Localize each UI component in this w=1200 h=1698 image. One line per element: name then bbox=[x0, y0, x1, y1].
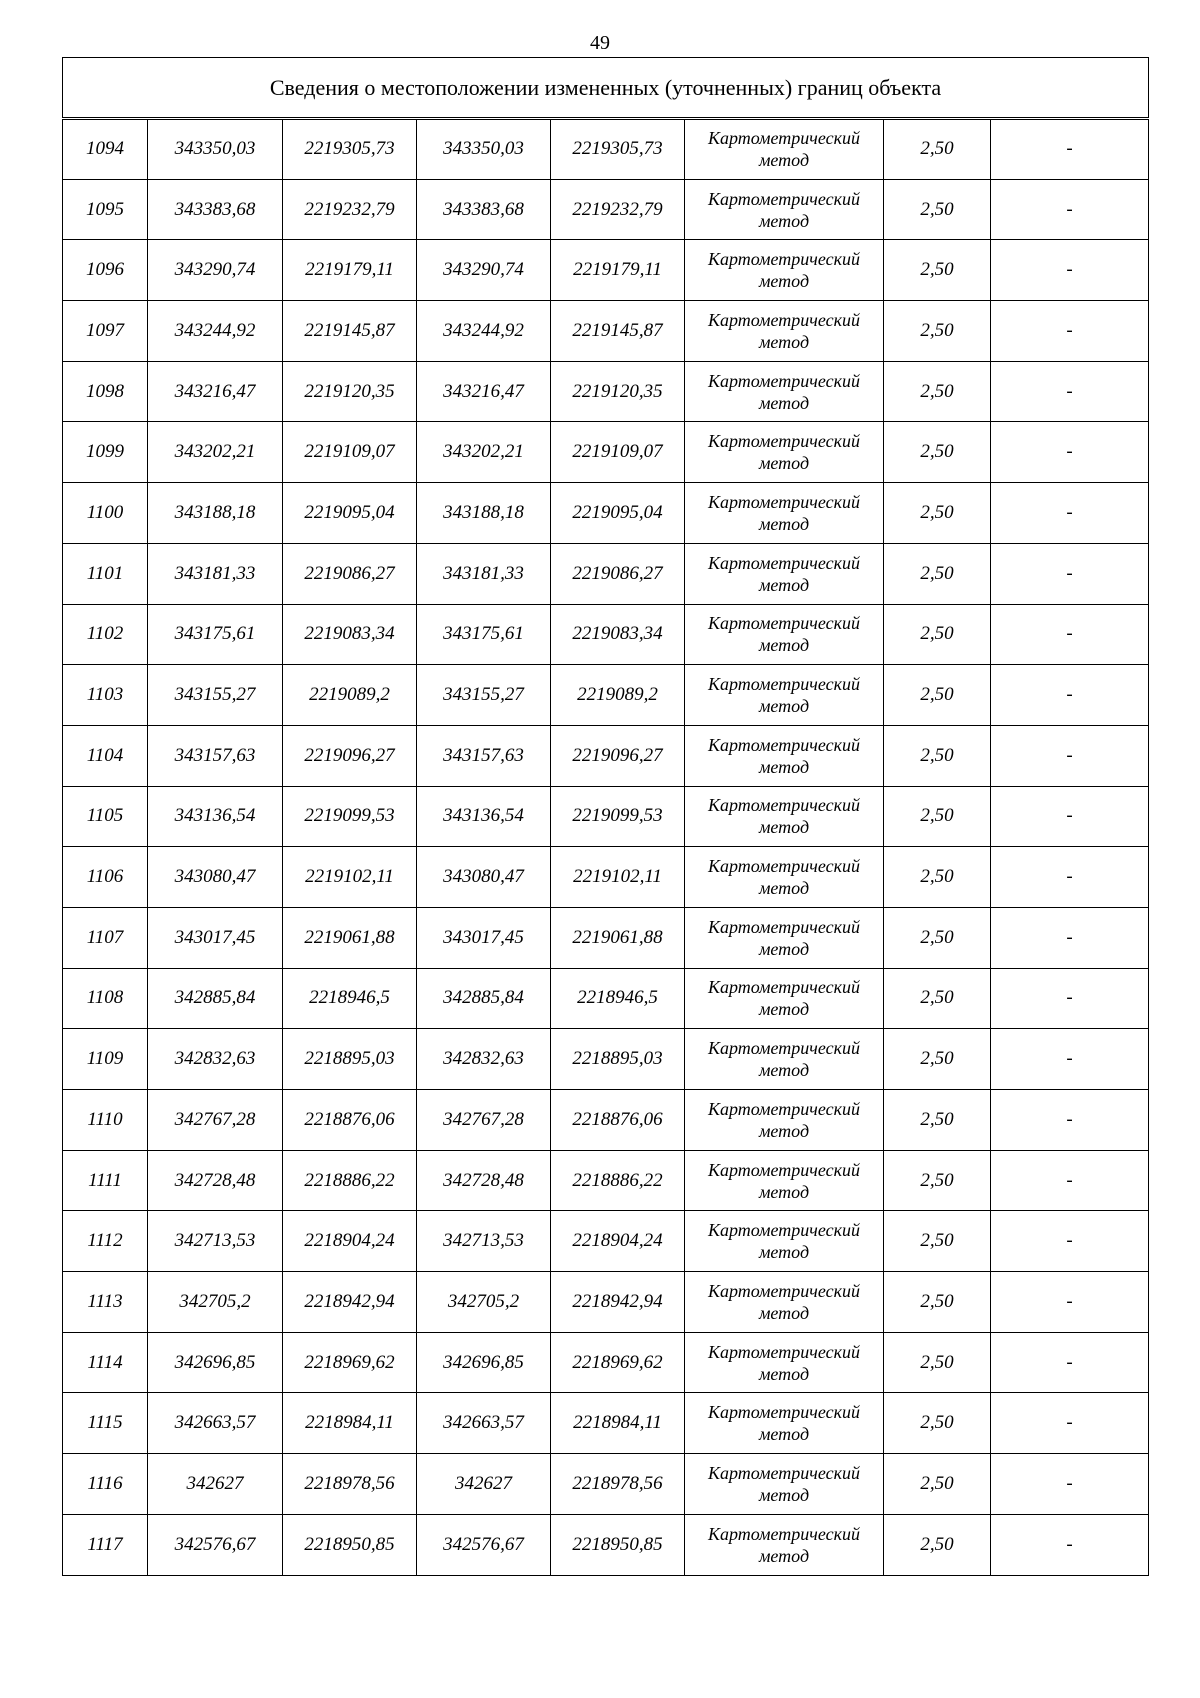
y-refined-cell: 2218886,22 bbox=[551, 1150, 685, 1211]
point-number-cell: 1106 bbox=[63, 847, 148, 908]
method-cell bbox=[685, 1272, 884, 1333]
method-line-2: метод bbox=[758, 635, 810, 656]
method-line-1: Картометрический bbox=[707, 1462, 860, 1483]
method-line-2: метод bbox=[758, 1363, 810, 1384]
method-line-1: Картометрический bbox=[707, 1341, 860, 1362]
method-line-1: Картометрический bbox=[707, 1038, 860, 1059]
y-refined-cell: 2219095,04 bbox=[551, 483, 685, 544]
x-existing-cell: 342696,85 bbox=[148, 1332, 283, 1393]
point-number-cell: 1101 bbox=[63, 543, 148, 604]
note-cell: - bbox=[991, 1150, 1149, 1211]
y-refined-cell: 2218969,62 bbox=[551, 1332, 685, 1393]
method-line-1: Картометрический bbox=[707, 795, 860, 816]
y-existing-cell: 2218886,22 bbox=[283, 1150, 417, 1211]
note-cell: - bbox=[991, 968, 1149, 1029]
point-number-cell: 1113 bbox=[63, 1272, 148, 1333]
note-cell: - bbox=[991, 301, 1149, 362]
note-cell: - bbox=[991, 361, 1149, 422]
y-existing-cell: 2218969,62 bbox=[283, 1332, 417, 1393]
accuracy-cell: 2,50 bbox=[884, 725, 991, 786]
method-cell bbox=[685, 119, 884, 180]
method-cell bbox=[685, 1150, 884, 1211]
method-line-1: Картометрический bbox=[707, 856, 860, 877]
accuracy-cell: 2,50 bbox=[884, 543, 991, 604]
x-existing-cell: 342663,57 bbox=[148, 1393, 283, 1454]
accuracy-cell: 2,50 bbox=[884, 361, 991, 422]
x-existing-cell: 343350,03 bbox=[148, 119, 283, 180]
y-existing-cell: 2219305,73 bbox=[283, 119, 417, 180]
method-line-1: Картометрический bbox=[707, 1523, 860, 1544]
note-cell: - bbox=[991, 725, 1149, 786]
method-line-1: Картометрический bbox=[707, 674, 860, 695]
table-row bbox=[63, 301, 1149, 362]
point-number-cell: 1116 bbox=[63, 1454, 148, 1515]
point-number-cell: 1097 bbox=[63, 301, 148, 362]
y-refined-cell: 2219109,07 bbox=[551, 422, 685, 483]
accuracy-cell: 2,50 bbox=[884, 119, 991, 180]
y-existing-cell: 2219232,79 bbox=[283, 179, 417, 240]
y-existing-cell: 2218895,03 bbox=[283, 1029, 417, 1090]
x-refined-cell: 342627 bbox=[417, 1454, 551, 1515]
note-cell: - bbox=[991, 604, 1149, 665]
y-refined-cell: 2218984,11 bbox=[551, 1393, 685, 1454]
method-cell bbox=[685, 1393, 884, 1454]
x-refined-cell: 343350,03 bbox=[417, 119, 551, 180]
method-line-2: метод bbox=[758, 756, 810, 777]
method-cell bbox=[685, 1514, 884, 1575]
note-cell: - bbox=[991, 1393, 1149, 1454]
y-refined-cell: 2218942,94 bbox=[551, 1272, 685, 1333]
method-cell bbox=[685, 1029, 884, 1090]
y-refined-cell: 2218904,24 bbox=[551, 1211, 685, 1272]
accuracy-cell: 2,50 bbox=[884, 1454, 991, 1515]
y-existing-cell: 2218984,11 bbox=[283, 1393, 417, 1454]
accuracy-cell: 2,50 bbox=[884, 1090, 991, 1151]
table-row bbox=[63, 604, 1149, 665]
table-row bbox=[63, 119, 1149, 180]
method-line-2: метод bbox=[758, 1484, 810, 1505]
note-cell: - bbox=[991, 483, 1149, 544]
method-line-1: Картометрический bbox=[707, 552, 860, 573]
point-number-cell: 1094 bbox=[63, 119, 148, 180]
x-refined-cell: 342576,67 bbox=[417, 1514, 551, 1575]
method-line-2: метод bbox=[758, 210, 810, 231]
x-existing-cell: 343175,61 bbox=[148, 604, 283, 665]
x-existing-cell: 343017,45 bbox=[148, 907, 283, 968]
accuracy-cell: 2,50 bbox=[884, 1211, 991, 1272]
table-row bbox=[63, 1332, 1149, 1393]
point-number-cell: 1112 bbox=[63, 1211, 148, 1272]
table-row bbox=[63, 1029, 1149, 1090]
y-existing-cell: 2218904,24 bbox=[283, 1211, 417, 1272]
note-cell: - bbox=[991, 1272, 1149, 1333]
method-line-2: метод bbox=[758, 696, 810, 717]
method-line-2: метод bbox=[758, 938, 810, 959]
y-existing-cell: 2218950,85 bbox=[283, 1514, 417, 1575]
y-existing-cell: 2219102,11 bbox=[283, 847, 417, 908]
table-row bbox=[63, 422, 1149, 483]
x-existing-cell: 342576,67 bbox=[148, 1514, 283, 1575]
method-line-1: Картометрический bbox=[707, 1159, 860, 1180]
method-line-1: Картометрический bbox=[707, 188, 860, 209]
x-refined-cell: 343290,74 bbox=[417, 240, 551, 301]
x-existing-cell: 343202,21 bbox=[148, 422, 283, 483]
method-line-2: метод bbox=[758, 392, 810, 413]
point-number-cell: 1099 bbox=[63, 422, 148, 483]
y-existing-cell: 2219099,53 bbox=[283, 786, 417, 847]
x-existing-cell: 342728,48 bbox=[148, 1150, 283, 1211]
table-row bbox=[63, 968, 1149, 1029]
method-cell bbox=[685, 422, 884, 483]
method-cell bbox=[685, 1211, 884, 1272]
x-refined-cell: 343188,18 bbox=[417, 483, 551, 544]
table-row bbox=[63, 240, 1149, 301]
table-row bbox=[63, 907, 1149, 968]
note-cell: - bbox=[991, 665, 1149, 726]
x-refined-cell: 343216,47 bbox=[417, 361, 551, 422]
accuracy-cell: 2,50 bbox=[884, 907, 991, 968]
x-refined-cell: 343181,33 bbox=[417, 543, 551, 604]
note-cell: - bbox=[991, 179, 1149, 240]
y-refined-cell: 2219083,34 bbox=[551, 604, 685, 665]
method-line-1: Картометрический bbox=[707, 431, 860, 452]
x-refined-cell: 342713,53 bbox=[417, 1211, 551, 1272]
x-refined-cell: 342663,57 bbox=[417, 1393, 551, 1454]
y-existing-cell: 2219145,87 bbox=[283, 301, 417, 362]
x-existing-cell: 342832,63 bbox=[148, 1029, 283, 1090]
x-existing-cell: 343136,54 bbox=[148, 786, 283, 847]
x-refined-cell: 342696,85 bbox=[417, 1332, 551, 1393]
accuracy-cell: 2,50 bbox=[884, 1332, 991, 1393]
x-refined-cell: 342728,48 bbox=[417, 1150, 551, 1211]
method-line-1: Картометрический bbox=[707, 734, 860, 755]
point-number-cell: 1117 bbox=[63, 1514, 148, 1575]
x-refined-cell: 343136,54 bbox=[417, 786, 551, 847]
note-cell: - bbox=[991, 847, 1149, 908]
table-body bbox=[63, 119, 1149, 1576]
method-line-1: Картометрический bbox=[707, 1280, 860, 1301]
note-cell: - bbox=[991, 1029, 1149, 1090]
method-cell bbox=[685, 847, 884, 908]
method-line-1: Картометрический bbox=[707, 128, 860, 149]
table-row bbox=[63, 1211, 1149, 1272]
method-line-2: метод bbox=[758, 1242, 810, 1263]
accuracy-cell: 2,50 bbox=[884, 1272, 991, 1333]
page-number: 49 bbox=[590, 32, 610, 54]
x-existing-cell: 343188,18 bbox=[148, 483, 283, 544]
point-number-cell: 1110 bbox=[63, 1090, 148, 1151]
table-row bbox=[63, 725, 1149, 786]
accuracy-cell: 2,50 bbox=[884, 604, 991, 665]
method-cell bbox=[685, 240, 884, 301]
y-refined-cell: 2218950,85 bbox=[551, 1514, 685, 1575]
point-number-cell: 1103 bbox=[63, 665, 148, 726]
x-refined-cell: 342705,2 bbox=[417, 1272, 551, 1333]
table-title: Сведения о местоположении измененных (уточненных) границ объекта bbox=[63, 58, 1149, 119]
y-refined-cell: 2219120,35 bbox=[551, 361, 685, 422]
note-cell: - bbox=[991, 907, 1149, 968]
method-cell bbox=[685, 725, 884, 786]
method-line-2: метод bbox=[758, 1120, 810, 1141]
method-line-1: Картометрический bbox=[707, 977, 860, 998]
method-cell bbox=[685, 665, 884, 726]
method-line-2: метод bbox=[758, 271, 810, 292]
method-line-1: Картометрический bbox=[707, 491, 860, 512]
x-refined-cell: 343202,21 bbox=[417, 422, 551, 483]
table-row bbox=[63, 786, 1149, 847]
y-refined-cell: 2219305,73 bbox=[551, 119, 685, 180]
x-existing-cell: 342885,84 bbox=[148, 968, 283, 1029]
y-refined-cell: 2218876,06 bbox=[551, 1090, 685, 1151]
method-line-1: Картометрический bbox=[707, 370, 860, 391]
accuracy-cell: 2,50 bbox=[884, 1029, 991, 1090]
accuracy-cell: 2,50 bbox=[884, 483, 991, 544]
x-existing-cell: 342705,2 bbox=[148, 1272, 283, 1333]
y-existing-cell: 2219120,35 bbox=[283, 361, 417, 422]
x-refined-cell: 343157,63 bbox=[417, 725, 551, 786]
point-number-cell: 1096 bbox=[63, 240, 148, 301]
method-line-2: метод bbox=[758, 1302, 810, 1323]
y-existing-cell: 2218978,56 bbox=[283, 1454, 417, 1515]
note-cell: - bbox=[991, 543, 1149, 604]
y-existing-cell: 2219086,27 bbox=[283, 543, 417, 604]
table-row bbox=[63, 665, 1149, 726]
note-cell: - bbox=[991, 1090, 1149, 1151]
x-existing-cell: 342767,28 bbox=[148, 1090, 283, 1151]
x-refined-cell: 342885,84 bbox=[417, 968, 551, 1029]
x-existing-cell: 343155,27 bbox=[148, 665, 283, 726]
x-existing-cell: 343216,47 bbox=[148, 361, 283, 422]
note-cell: - bbox=[991, 1514, 1149, 1575]
y-existing-cell: 2218876,06 bbox=[283, 1090, 417, 1151]
table-row bbox=[63, 1393, 1149, 1454]
method-cell bbox=[685, 483, 884, 544]
y-refined-cell: 2218946,5 bbox=[551, 968, 685, 1029]
accuracy-cell: 2,50 bbox=[884, 179, 991, 240]
method-cell bbox=[685, 907, 884, 968]
coordinates-table bbox=[62, 57, 1149, 1576]
y-existing-cell: 2219061,88 bbox=[283, 907, 417, 968]
note-cell: - bbox=[991, 786, 1149, 847]
note-cell: - bbox=[991, 1454, 1149, 1515]
accuracy-cell: 2,50 bbox=[884, 968, 991, 1029]
method-line-2: метод bbox=[758, 817, 810, 838]
table-row bbox=[63, 1454, 1149, 1515]
x-existing-cell: 343244,92 bbox=[148, 301, 283, 362]
point-number-cell: 1111 bbox=[63, 1150, 148, 1211]
y-refined-cell: 2219061,88 bbox=[551, 907, 685, 968]
y-existing-cell: 2219089,2 bbox=[283, 665, 417, 726]
method-line-2: метод bbox=[758, 331, 810, 352]
table-row bbox=[63, 483, 1149, 544]
method-cell bbox=[685, 301, 884, 362]
y-existing-cell: 2219095,04 bbox=[283, 483, 417, 544]
accuracy-cell: 2,50 bbox=[884, 1150, 991, 1211]
method-line-1: Картометрический bbox=[707, 309, 860, 330]
accuracy-cell: 2,50 bbox=[884, 665, 991, 726]
method-line-2: метод bbox=[758, 1060, 810, 1081]
accuracy-cell: 2,50 bbox=[884, 1514, 991, 1575]
table-row bbox=[63, 361, 1149, 422]
y-refined-cell: 2218978,56 bbox=[551, 1454, 685, 1515]
y-existing-cell: 2219083,34 bbox=[283, 604, 417, 665]
y-existing-cell: 2219109,07 bbox=[283, 422, 417, 483]
y-refined-cell: 2219096,27 bbox=[551, 725, 685, 786]
x-refined-cell: 342832,63 bbox=[417, 1029, 551, 1090]
accuracy-cell: 2,50 bbox=[884, 240, 991, 301]
method-line-1: Картометрический bbox=[707, 916, 860, 937]
method-line-1: Картометрический bbox=[707, 1098, 860, 1119]
note-cell: - bbox=[991, 240, 1149, 301]
x-refined-cell: 343244,92 bbox=[417, 301, 551, 362]
y-refined-cell: 2219099,53 bbox=[551, 786, 685, 847]
method-line-1: Картометрический bbox=[707, 249, 860, 270]
method-line-2: метод bbox=[758, 1545, 810, 1566]
table-row bbox=[63, 1272, 1149, 1333]
method-cell bbox=[685, 604, 884, 665]
y-existing-cell: 2218942,94 bbox=[283, 1272, 417, 1333]
method-line-2: метод bbox=[758, 574, 810, 595]
table-row bbox=[63, 1150, 1149, 1211]
point-number-cell: 1109 bbox=[63, 1029, 148, 1090]
method-line-2: метод bbox=[758, 999, 810, 1020]
accuracy-cell: 2,50 bbox=[884, 786, 991, 847]
method-line-2: метод bbox=[758, 878, 810, 899]
x-existing-cell: 343181,33 bbox=[148, 543, 283, 604]
method-line-2: метод bbox=[758, 150, 810, 171]
method-cell bbox=[685, 543, 884, 604]
y-existing-cell: 2218946,5 bbox=[283, 968, 417, 1029]
method-cell bbox=[685, 786, 884, 847]
y-refined-cell: 2219102,11 bbox=[551, 847, 685, 908]
x-refined-cell: 343383,68 bbox=[417, 179, 551, 240]
method-line-2: метод bbox=[758, 453, 810, 474]
y-refined-cell: 2218895,03 bbox=[551, 1029, 685, 1090]
point-number-cell: 1100 bbox=[63, 483, 148, 544]
method-cell bbox=[685, 1454, 884, 1515]
x-refined-cell: 343017,45 bbox=[417, 907, 551, 968]
table-row bbox=[63, 543, 1149, 604]
x-existing-cell: 342627 bbox=[148, 1454, 283, 1515]
point-number-cell: 1102 bbox=[63, 604, 148, 665]
point-number-cell: 1108 bbox=[63, 968, 148, 1029]
method-cell bbox=[685, 1332, 884, 1393]
method-cell bbox=[685, 968, 884, 1029]
note-cell: - bbox=[991, 422, 1149, 483]
point-number-cell: 1104 bbox=[63, 725, 148, 786]
y-refined-cell: 2219232,79 bbox=[551, 179, 685, 240]
method-line-2: метод bbox=[758, 1424, 810, 1445]
note-cell: - bbox=[991, 1211, 1149, 1272]
accuracy-cell: 2,50 bbox=[884, 422, 991, 483]
y-refined-cell: 2219089,2 bbox=[551, 665, 685, 726]
point-number-cell: 1107 bbox=[63, 907, 148, 968]
accuracy-cell: 2,50 bbox=[884, 847, 991, 908]
y-refined-cell: 2219086,27 bbox=[551, 543, 685, 604]
x-existing-cell: 343157,63 bbox=[148, 725, 283, 786]
table-row bbox=[63, 1090, 1149, 1151]
y-refined-cell: 2219179,11 bbox=[551, 240, 685, 301]
accuracy-cell: 2,50 bbox=[884, 1393, 991, 1454]
method-cell bbox=[685, 361, 884, 422]
method-cell bbox=[685, 1090, 884, 1151]
point-number-cell: 1105 bbox=[63, 786, 148, 847]
accuracy-cell: 2,50 bbox=[884, 301, 991, 362]
method-line-2: метод bbox=[758, 1181, 810, 1202]
x-existing-cell: 343080,47 bbox=[148, 847, 283, 908]
point-number-cell: 1114 bbox=[63, 1332, 148, 1393]
x-existing-cell: 343383,68 bbox=[148, 179, 283, 240]
x-existing-cell: 343290,74 bbox=[148, 240, 283, 301]
y-existing-cell: 2219096,27 bbox=[283, 725, 417, 786]
point-number-cell: 1115 bbox=[63, 1393, 148, 1454]
note-cell: - bbox=[991, 1332, 1149, 1393]
method-cell bbox=[685, 179, 884, 240]
point-number-cell: 1095 bbox=[63, 179, 148, 240]
table-header-row bbox=[63, 58, 1149, 119]
x-refined-cell: 343155,27 bbox=[417, 665, 551, 726]
method-line-1: Картометрический bbox=[707, 1402, 860, 1423]
method-line-1: Картометрический bbox=[707, 1220, 860, 1241]
table-row bbox=[63, 847, 1149, 908]
y-refined-cell: 2219145,87 bbox=[551, 301, 685, 362]
x-refined-cell: 343080,47 bbox=[417, 847, 551, 908]
x-refined-cell: 342767,28 bbox=[417, 1090, 551, 1151]
note-cell: - bbox=[991, 119, 1149, 180]
x-refined-cell: 343175,61 bbox=[417, 604, 551, 665]
point-number-cell: 1098 bbox=[63, 361, 148, 422]
method-line-1: Картометрический bbox=[707, 613, 860, 634]
table-row bbox=[63, 1514, 1149, 1575]
y-existing-cell: 2219179,11 bbox=[283, 240, 417, 301]
method-line-2: метод bbox=[758, 513, 810, 534]
table-row bbox=[63, 179, 1149, 240]
x-existing-cell: 342713,53 bbox=[148, 1211, 283, 1272]
